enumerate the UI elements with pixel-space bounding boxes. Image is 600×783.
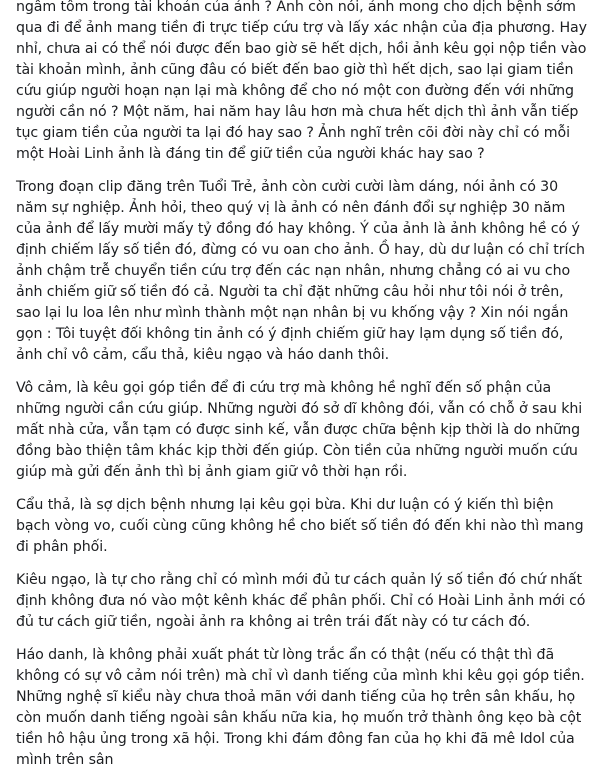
post-body — [16, 0, 588, 783]
paragraph-1: ngâm tôm trong tài khoản của ảnh ? Ảnh còn nói, ảnh mong cho dịch bệnh sớm qua đi để ảnh mang tiền đi trực tiếp cứu trợ và lấy xác nhận của địa phương. Hay nhỉ, chưa ai có thể nói được đến bao giờ sẽ hết dịch, hồi ảnh kêu gọi nộp tiền vào tài khoản mình, ảnh cũng đâu có biết đến bao giờ thì hết dịch, sao lại giam tiền cứu giúp người hoạn nạn lại mà không để cho nó một con đường đến với những người cần nó ? Một năm, hai năm hay lâu hơn mà chưa hết dịch thì ảnh vẫn tiếp tục giam tiền của người ta lại đó hay sao ? Ảnh nghĩ trên cõi đời này chỉ có mỗi một Hoài Linh ảnh là đáng tin để giữ tiền của người khác hay sao ? — [16, 0, 587, 162]
paragraph-3: Vô cảm, là kêu gọi góp tiền để đi cứu trợ mà không hề nghĩ đến số phận của những người cần cứu giúp. Những người đó sở dĩ không đói, vẫn có chỗ ở sau khi mất nhà cửa, vẫn tạm có được sinh kế, vẫn được chữa bệnh kịp thời là do những đồng bào thiện tâm khác kịp thời đến giúp. Còn tiền của những người muốn cứu giúp mà gửi đến ảnh thì bị ảnh giam giữ vô thời hạn rồi. — [16, 380, 583, 480]
paragraph-2: Trong đoạn clip đăng trên Tuổi Trẻ, ảnh còn cười cười làm dáng, nói ảnh có 30 năm sự nghiệp. Ảnh hỏi, theo quý vị là ảnh có nên đánh đổi sự nghiệp 30 năm của ảnh để lấy mười mấy tỷ đồng đó hay không. Ý của ảnh là ảnh không hề có ý định chiếm lấy số tiền đó, đừng có vu oan cho ảnh. Ồ hay, dù dư luận có chỉ trích ảnh chậm trễ chuyển tiền cứu trợ đến các nạn nhân, nhưng chẳng có ai vu cho ảnh chiếm giữ số tiền đó cả. Người ta chỉ đặt những câu hỏi như tôi nói ở trên, sao lại lu loa lên như mình thành một nạn nhân bị vu khống vậy ? Xin nói ngắn gọn : Tôi tuyệt đối không tin ảnh có ý định chiếm giữ hay lạm dụng số tiền đó, ảnh chỉ vô cảm, cẩu thả, kiêu ngạo và háo danh thôi. — [16, 179, 585, 363]
paragraph-4: Cẩu thả, là sợ dịch bệnh nhưng lại kêu gọi bừa. Khi dư luận có ý kiến thì biện bạch vòng vo, cuối cùng cũng không hề cho biết số tiền đó đến khi nào thì mang đi phân phối. — [16, 497, 584, 555]
paragraph-5: Kiêu ngạo, là tự cho rằng chỉ có mình mới đủ tư cách quản lý số tiền đó chứ nhất định không đưa nó vào một kênh khác để phân phối. Chỉ có Hoài Linh ảnh mới có đủ tư cách giữ tiền, ngoài ảnh ra không ai trên trái đất này có tư cách đó. — [16, 572, 586, 630]
paragraph-6: Háo danh, là không phải xuất phát từ lòng trắc ẩn có thật (nếu có thật thì đã không có sự vô cảm nói trên) mà chỉ vì danh tiếng của mình khi kêu gọi góp tiền. Những nghệ sĩ kiểu này chưa thoả mãn với danh tiếng của họ trên sân khấu, họ còn muốn danh tiếng ngoài sân khấu nữa kia, họ muốn trở thành ông kẹo bà cột tiền hô hậu ủng trong xã hội. Trong khi đám đông fan của họ khi đã mê Idol của mình trên sân — [16, 647, 585, 768]
